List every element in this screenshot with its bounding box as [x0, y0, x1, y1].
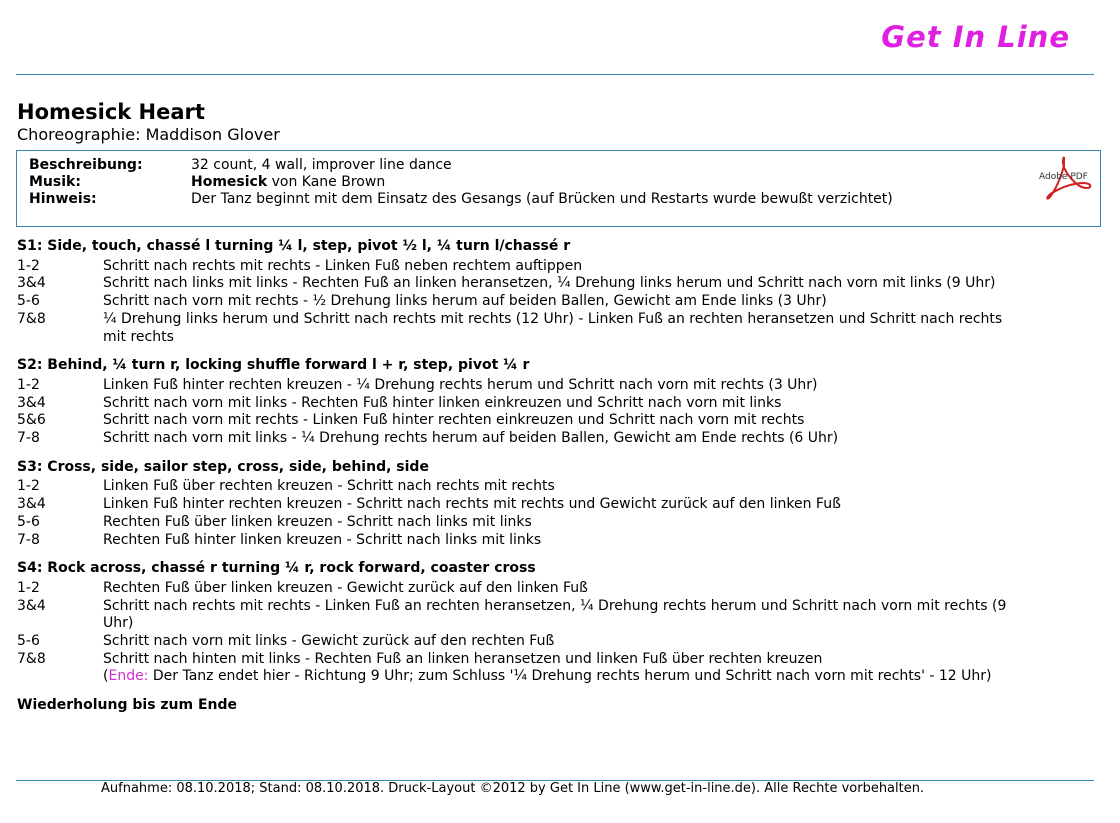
section-heading: S4: Rock across, chassé r turning ¼ r, rock forward, coaster cross [17, 560, 536, 577]
step-row [17, 478, 1017, 496]
step-row [17, 598, 1017, 633]
step-count: 7&8 [17, 310, 46, 327]
info-row-description [17, 157, 1100, 174]
step-description: Schritt nach rechts mit rechts - Linken Fuß an rechten heransetzen, ¼ Drehung rechts herum und Schritt nach vorn mit rechts (9 Uhr) [103, 597, 1007, 632]
brand-logo: Get In Line [881, 20, 1070, 54]
step-count: 7-8 [17, 430, 40, 447]
dance-title: Homesick Heart [17, 100, 205, 124]
step-row [17, 258, 1017, 276]
step-sheet [17, 238, 1017, 717]
step-row [17, 430, 1017, 448]
header-divider [16, 74, 1094, 75]
step-description: Schritt nach rechts mit rechts - Linken Fuß neben rechtem auftippen [103, 257, 583, 274]
section-heading: S1: Side, touch, chassé l turning ¼ l, step, pivot ½ l, ¼ turn l/chassé r [17, 238, 571, 254]
step-row [17, 514, 1017, 532]
step-row [17, 275, 1017, 293]
section [17, 357, 1017, 459]
step-count: 1-2 [17, 376, 40, 393]
step-row [17, 633, 1017, 651]
section [17, 238, 1017, 357]
step-row [17, 496, 1017, 514]
step-description: Schritt nach vorn mit links - Rechten Fuß hinter linken einkreuzen und Schritt nach vorn mit links [103, 394, 782, 411]
step-description: Linken Fuß über rechten kreuzen - Schritt nach rechts mit rechts [103, 478, 555, 495]
paren: ( [103, 668, 109, 685]
info-row-note [17, 191, 1100, 208]
step-count: 3&4 [17, 275, 46, 292]
info-label: Hinweis: [29, 191, 97, 207]
step-count: 5-6 [17, 293, 40, 310]
choreographer: Choreographie: Maddison Glover [17, 125, 280, 144]
step-description: Schritt nach hinten mit links - Rechten Fuß an linken heransetzen und linken Fuß über rechten kreuzen [103, 650, 823, 667]
song-title: Homesick [191, 174, 268, 190]
step-description: Linken Fuß hinter rechten kreuzen - Schritt nach rechts mit rechts und Gewicht zurück auf den linken Fuß [103, 496, 841, 513]
step-count: 3&4 [17, 597, 46, 614]
repeat-note: Wiederholung bis zum Ende [17, 697, 238, 714]
ende-label: Ende: [108, 668, 149, 685]
info-value [191, 174, 981, 191]
step-row [17, 311, 1017, 346]
section-heading: S3: Cross, side, sailor step, cross, side, behind, side [17, 458, 429, 475]
step-count: 5-6 [17, 513, 40, 530]
step-description: ¼ Drehung links herum und Schritt nach rechts mit rechts (12 Uhr) - Linken Fuß an rechten heransetzen und Schritt nach rechts mit rechts [103, 310, 1003, 345]
step-description: Schritt nach links mit links - Rechten Fuß an linken heransetzen, ¼ Drehung links herum und Schritt nach vorn mit links (9 Uhr) [103, 275, 996, 292]
step-description: Rechten Fuß über linken kreuzen - Gewicht zurück auf den linken Fuß [103, 579, 588, 596]
step-description: Schritt nach vorn mit rechts - Linken Fuß hinter rechten einkreuzen und Schritt nach vorn mit rechts [103, 412, 805, 429]
step-count: 5&6 [17, 412, 46, 429]
section-heading: S2: Behind, ¼ turn r, locking shuffle forward l + r, step, pivot ¼ r [17, 357, 530, 374]
ende-text: Der Tanz endet hier - Richtung 9 Uhr; zum Schluss '¼ Drehung rechts herum und Schritt nach vorn mit rechts' - 12 Uhr) [148, 668, 992, 685]
step-description: Schritt nach vorn mit links - ¼ Drehung rechts herum auf beiden Ballen, Gewicht am Ende rechts (6 Uhr) [103, 430, 839, 447]
step-row [17, 532, 1017, 550]
info-box [16, 150, 1101, 227]
info-value: Der Tanz beginnt mit dem Einsatz des Gesangs (auf Brücken und Restarts wurde bewußt verzichtet) [191, 191, 893, 207]
step-row [17, 293, 1017, 311]
step-row [17, 580, 1017, 598]
footer-text: Aufnahme: 08.10.2018; Stand: 08.10.2018. Druck-Layout ©2012 by Get In Line (www.get-in-line.de). Alle Rechte vorbehalten. [101, 781, 925, 796]
info-value: 32 count, 4 wall, improver line dance [191, 157, 452, 173]
step-count: 1-2 [17, 478, 40, 495]
step-description: Rechten Fuß über linken kreuzen - Schritt nach links mit links [103, 513, 532, 530]
section [17, 459, 1017, 561]
info-label: Musik: [29, 174, 81, 190]
step-description: Linken Fuß hinter rechten kreuzen - ¼ Drehung rechts herum und Schritt nach vorn mit rechts (3 Uhr) [103, 376, 818, 393]
step-count: 5-6 [17, 633, 40, 650]
step-row [17, 377, 1017, 395]
step-count: 3&4 [17, 496, 46, 513]
section [17, 560, 1017, 697]
step-count: 1-2 [17, 257, 40, 274]
info-row-music [17, 174, 1100, 191]
step-count: 7-8 [17, 531, 40, 548]
step-count: 1-2 [17, 579, 40, 596]
adobe-pdf-icon[interactable] [1038, 155, 1094, 201]
svg-text:Adobe PDF: Adobe PDF [1039, 172, 1088, 182]
step-row [17, 395, 1017, 413]
step-description: Schritt nach vorn mit links - Gewicht zurück auf den rechten Fuß [103, 633, 555, 650]
artist: von Kane Brown [267, 174, 386, 190]
ending-note [17, 668, 1017, 686]
step-description: Rechten Fuß hinter linken kreuzen - Schritt nach links mit links [103, 531, 542, 548]
step-count: 7&8 [17, 650, 46, 667]
step-row [17, 651, 1017, 669]
step-count: 3&4 [17, 394, 46, 411]
step-row [17, 412, 1017, 430]
step-description: Schritt nach vorn mit rechts - ½ Drehung links herum auf beiden Ballen, Gewicht am Ende links (3 Uhr) [103, 293, 827, 310]
info-label: Beschreibung: [29, 157, 143, 173]
